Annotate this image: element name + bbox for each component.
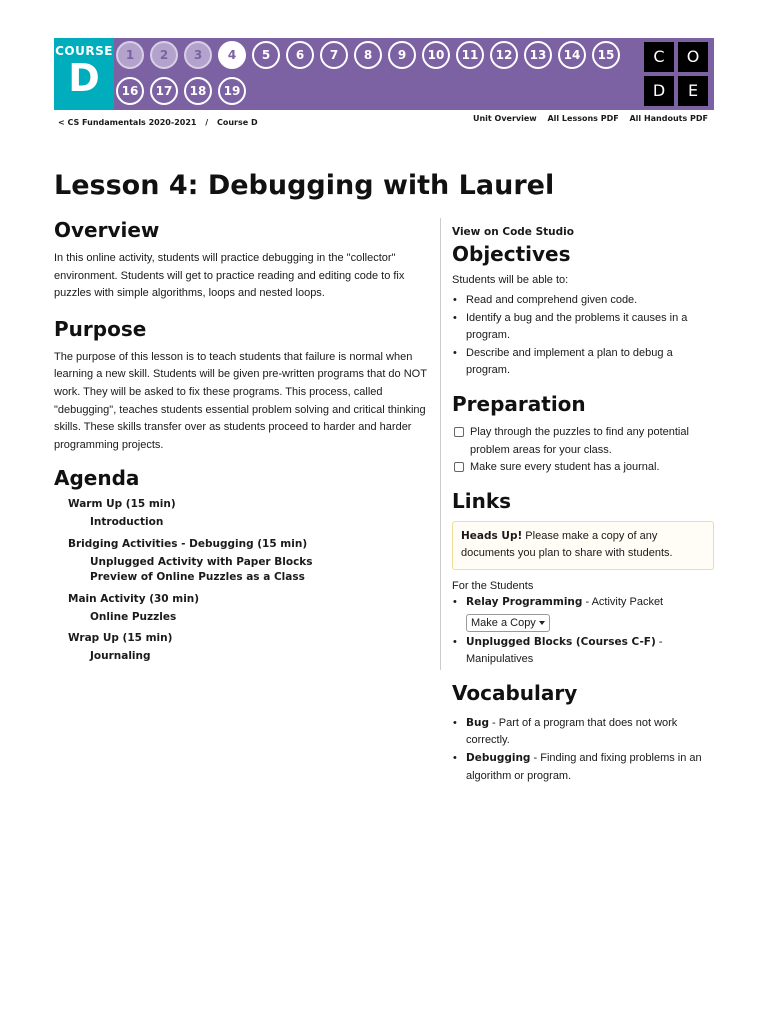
agenda-section[interactable]: Bridging Activities - Debugging (15 min) (68, 537, 308, 550)
vocabulary-list (452, 715, 714, 785)
callout-text: Please make a copy of any documents you plan to share with students. (461, 529, 673, 560)
lesson-bubble-6[interactable]: 6 (286, 41, 314, 69)
student-links-list (452, 594, 714, 669)
agenda-section[interactable]: Main Activity (30 min) (68, 592, 200, 605)
list-item: • Identify a bug and the problems it causes in a program. (452, 310, 714, 345)
course-word: COURSE (55, 44, 113, 58)
relay-programming-link[interactable]: Relay Programming (466, 595, 583, 608)
unplugged-blocks-link[interactable]: Unplugged Blocks (Courses C-F) (466, 635, 656, 648)
links-heading: Links (452, 488, 512, 513)
preparation-item (452, 459, 714, 477)
logo-letter: O (678, 42, 708, 72)
lesson-bubble-8[interactable]: 8 (354, 41, 382, 69)
vocab-term: Debugging (466, 751, 531, 764)
purpose-text: The purpose of this lesson is to teach students that failure is normal when learning a new skill. Students will be given pre-written programs that do NOT work. They will be asked to fix these programs. This process, called "debugging", teaches students essential problem solving and critical thinking skills. These skills transfer over as students proceed to harder and harder programming projects. (54, 350, 427, 451)
all-handouts-pdf-link[interactable]: All Handouts PDF (629, 114, 708, 123)
lesson-bubble-12[interactable]: 12 (490, 41, 518, 69)
list-item (452, 634, 714, 669)
checkbox[interactable] (454, 427, 464, 437)
resource-links (465, 114, 708, 123)
overview-text: In this online activity, students will practice debugging in the "collector" environment. Students will get to practice reading and editing code to fix puzzles with simple algorithms, loops and nested loops. (54, 252, 405, 300)
checkbox[interactable] (454, 462, 464, 472)
vocabulary-heading: Vocabulary (452, 680, 578, 705)
lesson-bubble-5[interactable]: 5 (252, 41, 280, 69)
vocab-term: Bug (466, 716, 489, 729)
make-a-copy-dropdown[interactable] (466, 614, 550, 632)
lesson-bubble-19[interactable]: 19 (218, 77, 246, 105)
list-item: • Describe and implement a plan to debug a program. (452, 345, 714, 380)
logo-letter: C (644, 42, 674, 72)
preparation-item (452, 424, 714, 459)
agenda-list (54, 496, 432, 665)
list-item (452, 750, 714, 785)
caret-down-icon (539, 621, 545, 625)
sidebar-content (452, 226, 714, 785)
lesson-bubble-1[interactable]: 1 (116, 41, 144, 69)
course-badge[interactable] (54, 38, 114, 110)
agenda-item[interactable]: Preview of Online Puzzles as a Class (90, 571, 305, 584)
view-on-code-studio-link[interactable]: View on Code Studio (452, 226, 574, 238)
breadcrumb (58, 118, 264, 127)
callout-label: Heads Up! (461, 529, 523, 542)
breadcrumb-course-link[interactable]: Course D (216, 118, 258, 127)
column-divider (440, 218, 441, 670)
list-item: • Read and comprehend given code. (452, 292, 714, 310)
agenda-heading: Agenda (54, 466, 140, 491)
lesson-bubble-3[interactable]: 3 (184, 41, 212, 69)
preparation-heading: Preparation (452, 391, 586, 416)
lesson-bubble-18[interactable]: 18 (184, 77, 212, 105)
unit-overview-link[interactable]: Unit Overview (472, 114, 537, 123)
breadcrumb-back-link[interactable]: < CS Fundamentals 2020-2021 (58, 118, 197, 127)
vocab-definition: - Finding and fixing problems in an algorithm or program. (466, 751, 702, 782)
preparation-text: Play through the puzzles to find any potential problem areas for your class. (470, 425, 689, 456)
all-lessons-pdf-link[interactable]: All Lessons PDF (547, 114, 619, 123)
lesson-bubble-13[interactable]: 13 (524, 41, 552, 69)
lesson-bubble-14[interactable]: 14 (558, 41, 586, 69)
for-students-label: For the Students (452, 579, 534, 592)
lesson-bubble-16[interactable]: 16 (116, 77, 144, 105)
objectives-heading: Objectives (452, 242, 571, 266)
lesson-bubble-15[interactable]: 15 (592, 41, 620, 69)
agenda-section[interactable]: Warm Up (15 min) (68, 498, 176, 511)
agenda-item[interactable]: Introduction (90, 516, 164, 529)
agenda-section[interactable]: Wrap Up (15 min) (68, 632, 173, 645)
objectives-list (452, 292, 714, 380)
lesson-bubble-11[interactable]: 11 (456, 41, 484, 69)
preparation-text: Make sure every student has a journal. (470, 461, 660, 474)
purpose-heading: Purpose (54, 316, 147, 341)
logo-letter: D (644, 76, 674, 106)
blocks-description: - Manipulatives (466, 635, 663, 666)
lesson-bubble-9[interactable]: 9 (388, 41, 416, 69)
agenda-item[interactable]: Unplugged Activity with Paper Blocks (90, 555, 313, 568)
page-title: Lesson 4: Debugging with Laurel (54, 170, 555, 201)
list-item (452, 594, 714, 634)
list-item (452, 715, 714, 750)
overview-heading: Overview (54, 218, 160, 242)
main-content (54, 218, 432, 665)
lesson-bubble-10[interactable]: 10 (422, 41, 450, 69)
preparation-list (452, 424, 714, 477)
code-org-logo[interactable] (642, 40, 708, 108)
lesson-bubble-2[interactable]: 2 (150, 41, 178, 69)
lesson-bubble-7[interactable]: 7 (320, 41, 348, 69)
course-letter: D (68, 56, 100, 100)
heads-up-callout (452, 521, 714, 570)
agenda-item[interactable]: Journaling (90, 650, 151, 663)
objectives-lead: Students will be able to: (452, 274, 569, 286)
vocab-definition: - Part of a program that does not work correctly. (466, 716, 678, 747)
lesson-bubble-17[interactable]: 17 (150, 77, 178, 105)
logo-letter: E (678, 76, 708, 106)
breadcrumb-separator: / (205, 118, 209, 127)
relay-description: - Activity Packet (582, 595, 664, 608)
make-a-copy-label: Make a Copy (471, 616, 536, 629)
lesson-bubble-4[interactable]: 4 (218, 41, 246, 69)
course-banner (54, 38, 714, 110)
agenda-item[interactable]: Online Puzzles (90, 610, 177, 623)
